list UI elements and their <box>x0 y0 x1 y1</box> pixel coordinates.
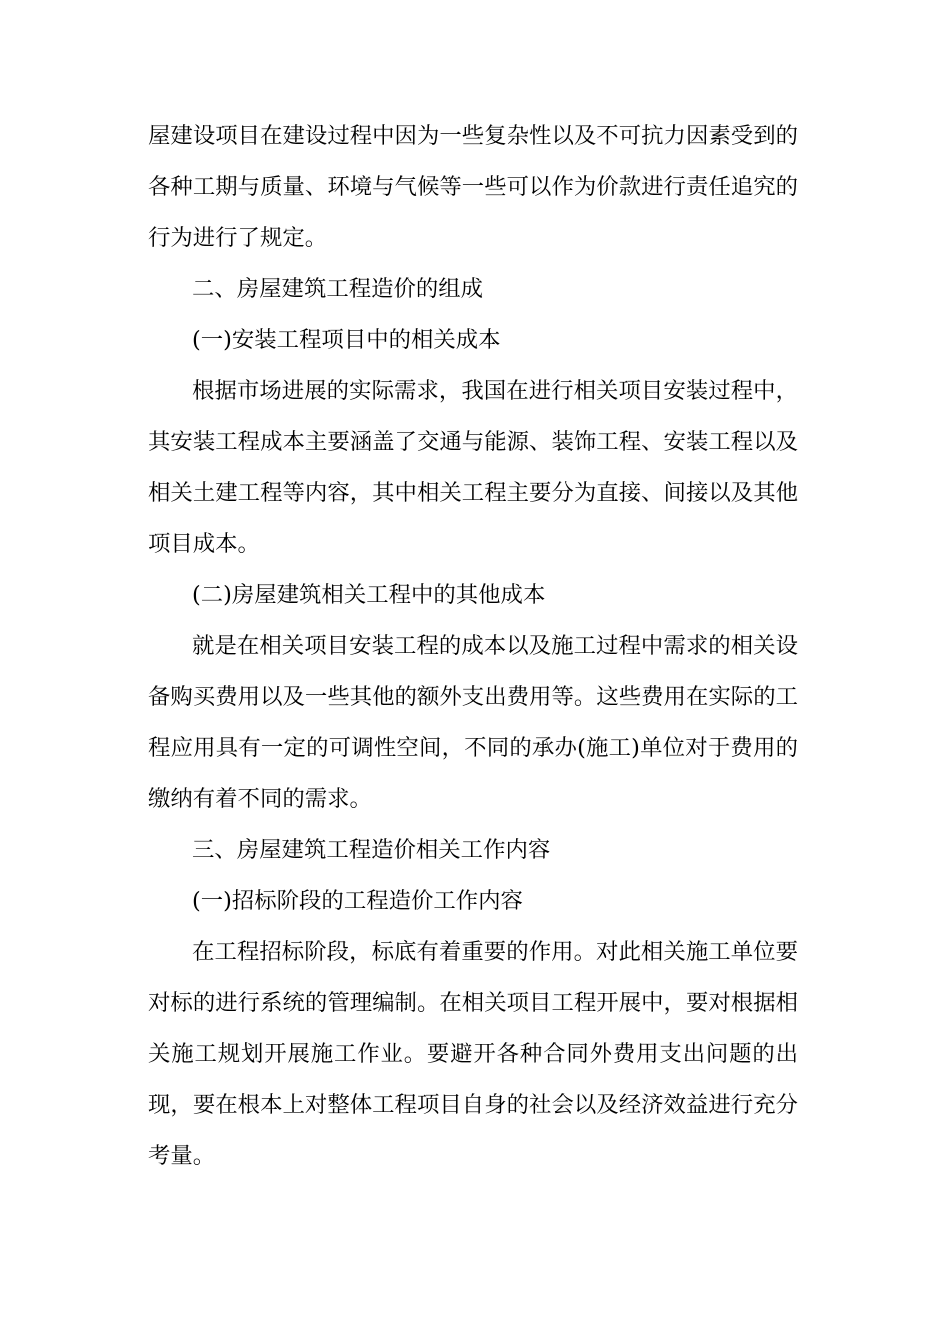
section-heading: 二、房屋建筑工程造价的组成 <box>192 276 484 302</box>
document-body <box>148 111 798 1182</box>
subsection-heading: (二)房屋建筑相关工程中的其他成本 <box>192 582 546 608</box>
body-paragraph: 在工程招标阶段，标底有着重要的作用。对此相关施工单位要对标的进行系统的管理编制。在相关项目工程开展中，要对根据相关施工规划开展施工作业。要避开各种合同外费用支出问题的出现，要在根本上对整体工程项目自身的社会以及经济效益进行充分考量。 <box>148 939 798 1169</box>
body-paragraph: 就是在相关项目安装工程的成本以及施工过程中需求的相关设备购买费用以及一些其他的额外支出费用等。这些费用在实际的工程应用具有一定的可调性空间，不同的承办(施工)单位对于费用的缴纳有着不同的需求。 <box>148 633 798 812</box>
body-paragraph: 根据市场进展的实际需求，我国在进行相关项目安装过程中，其安装工程成本主要涵盖了交通与能源、装饰工程、安装工程以及相关土建工程等内容，其中相关工程主要分为直接、间接以及其他项目成本。 <box>148 378 798 557</box>
subsection-heading: (一)安装工程项目中的相关成本 <box>192 327 501 353</box>
body-paragraph: 屋建设项目在建设过程中因为一些复杂性以及不可抗力因素受到的各种工期与质量、环境与气候等一些可以作为价款进行责任追究的行为进行了规定。 <box>148 123 798 251</box>
section-heading: 三、房屋建筑工程造价相关工作内容 <box>192 837 551 863</box>
subsection-heading: (一)招标阶段的工程造价工作内容 <box>192 888 523 914</box>
